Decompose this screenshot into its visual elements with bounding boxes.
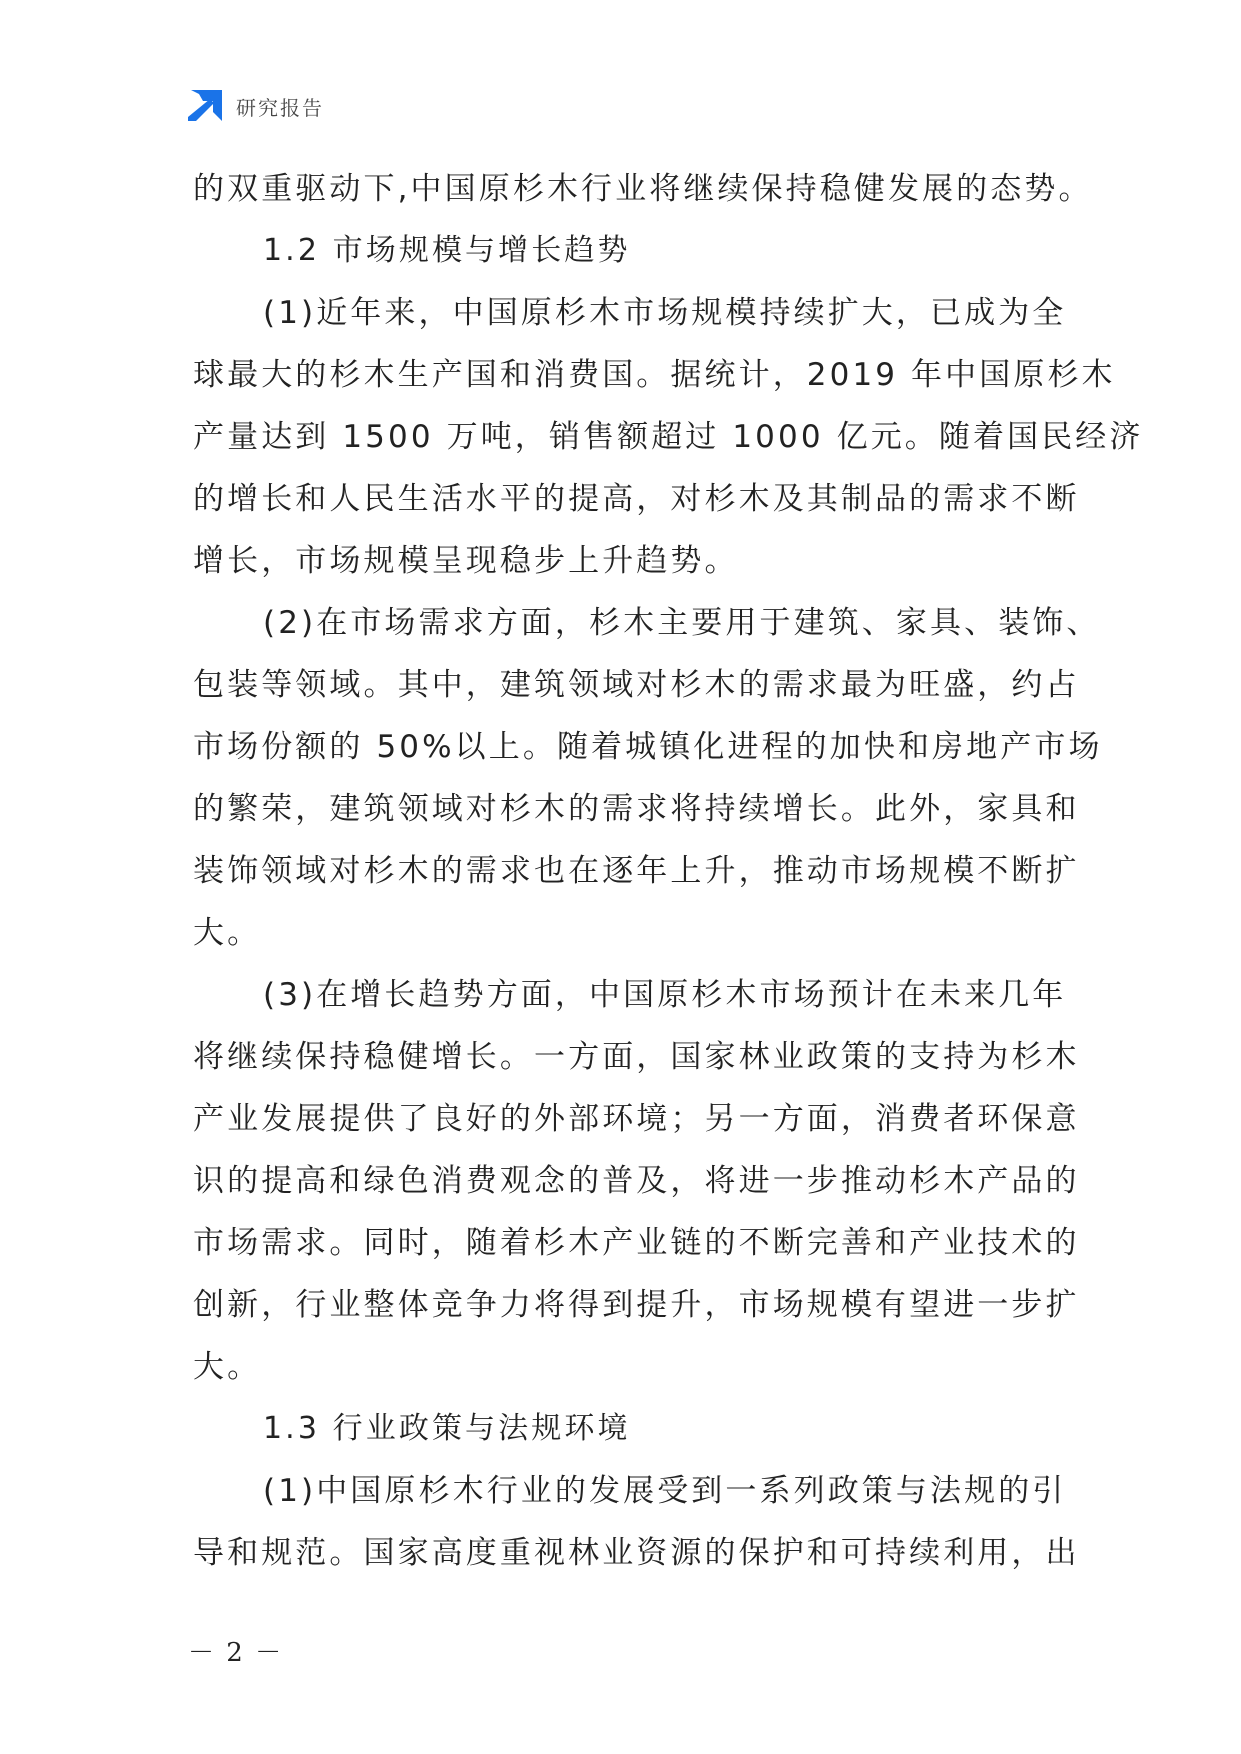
paragraph-line: 的双重驱动下,中国原杉木行业将继续保持稳健发展的态势。 <box>193 171 1093 207</box>
header-title: 研究报告 <box>236 95 324 120</box>
paragraph-line: 产业发展提供了良好的外部环境；另一方面，消费者环保意 <box>193 1101 1080 1137</box>
section-heading: 1.2 市场规模与增长趋势 <box>263 233 631 268</box>
paragraph-line: 大。 <box>193 1349 262 1385</box>
paragraph-line: 识的提高和绿色消费观念的普及，将进一步推动杉木产品的 <box>193 1163 1080 1199</box>
paragraph-line: (1)近年来，中国原杉木市场规模持续扩大，已成为全 <box>263 295 1067 331</box>
paragraph-line: 的增长和人民生活水平的提高，对杉木及其制品的需求不断 <box>193 481 1080 517</box>
section-heading: 1.3 行业政策与法规环境 <box>263 1411 631 1446</box>
document-body <box>193 158 1144 1584</box>
paragraph-line: 包装等领域。其中，建筑领域对杉木的需求最为旺盛，约占 <box>193 667 1080 703</box>
paragraph-line: (2)在市场需求方面，杉木主要用于建筑、家具、装饰、 <box>263 605 1101 641</box>
page-header <box>188 88 324 124</box>
paragraph-line: 产量达到 1500 万吨，销售额超过 1000 亿元。随着国民经济 <box>193 419 1144 455</box>
page-number: － 2 － <box>188 1638 284 1668</box>
paragraph-line: 将继续保持稳健增长。一方面，国家林业政策的支持为杉木 <box>193 1039 1080 1075</box>
paragraph-line: 大。 <box>193 915 262 951</box>
paragraph-line: 市场份额的 50%以上。随着城镇化进程的加快和房地产市场 <box>193 729 1103 765</box>
paragraph-line: (3)在增长趋势方面，中国原杉木市场预计在未来几年 <box>263 977 1067 1013</box>
paragraph-line: 的繁荣，建筑领域对杉木的需求将持续增长。此外，家具和 <box>193 791 1080 827</box>
paragraph-line: 市场需求。同时，随着杉木产业链的不断完善和产业技术的 <box>193 1225 1080 1261</box>
arrow-up-right-icon <box>188 90 222 122</box>
paragraph-line: 导和规范。国家高度重视林业资源的保护和可持续利用，出 <box>193 1535 1080 1571</box>
paragraph-line: (1)中国原杉木行业的发展受到一系列政策与法规的引 <box>263 1473 1067 1509</box>
paragraph-line: 创新，行业整体竞争力将得到提升，市场规模有望进一步扩 <box>193 1287 1080 1323</box>
paragraph-line: 装饰领域对杉木的需求也在逐年上升，推动市场规模不断扩 <box>193 853 1080 889</box>
paragraph-line: 增长，市场规模呈现稳步上升趋势。 <box>193 543 739 579</box>
paragraph-line: 球最大的杉木生产国和消费国。据统计，2019 年中国原杉木 <box>193 357 1116 393</box>
